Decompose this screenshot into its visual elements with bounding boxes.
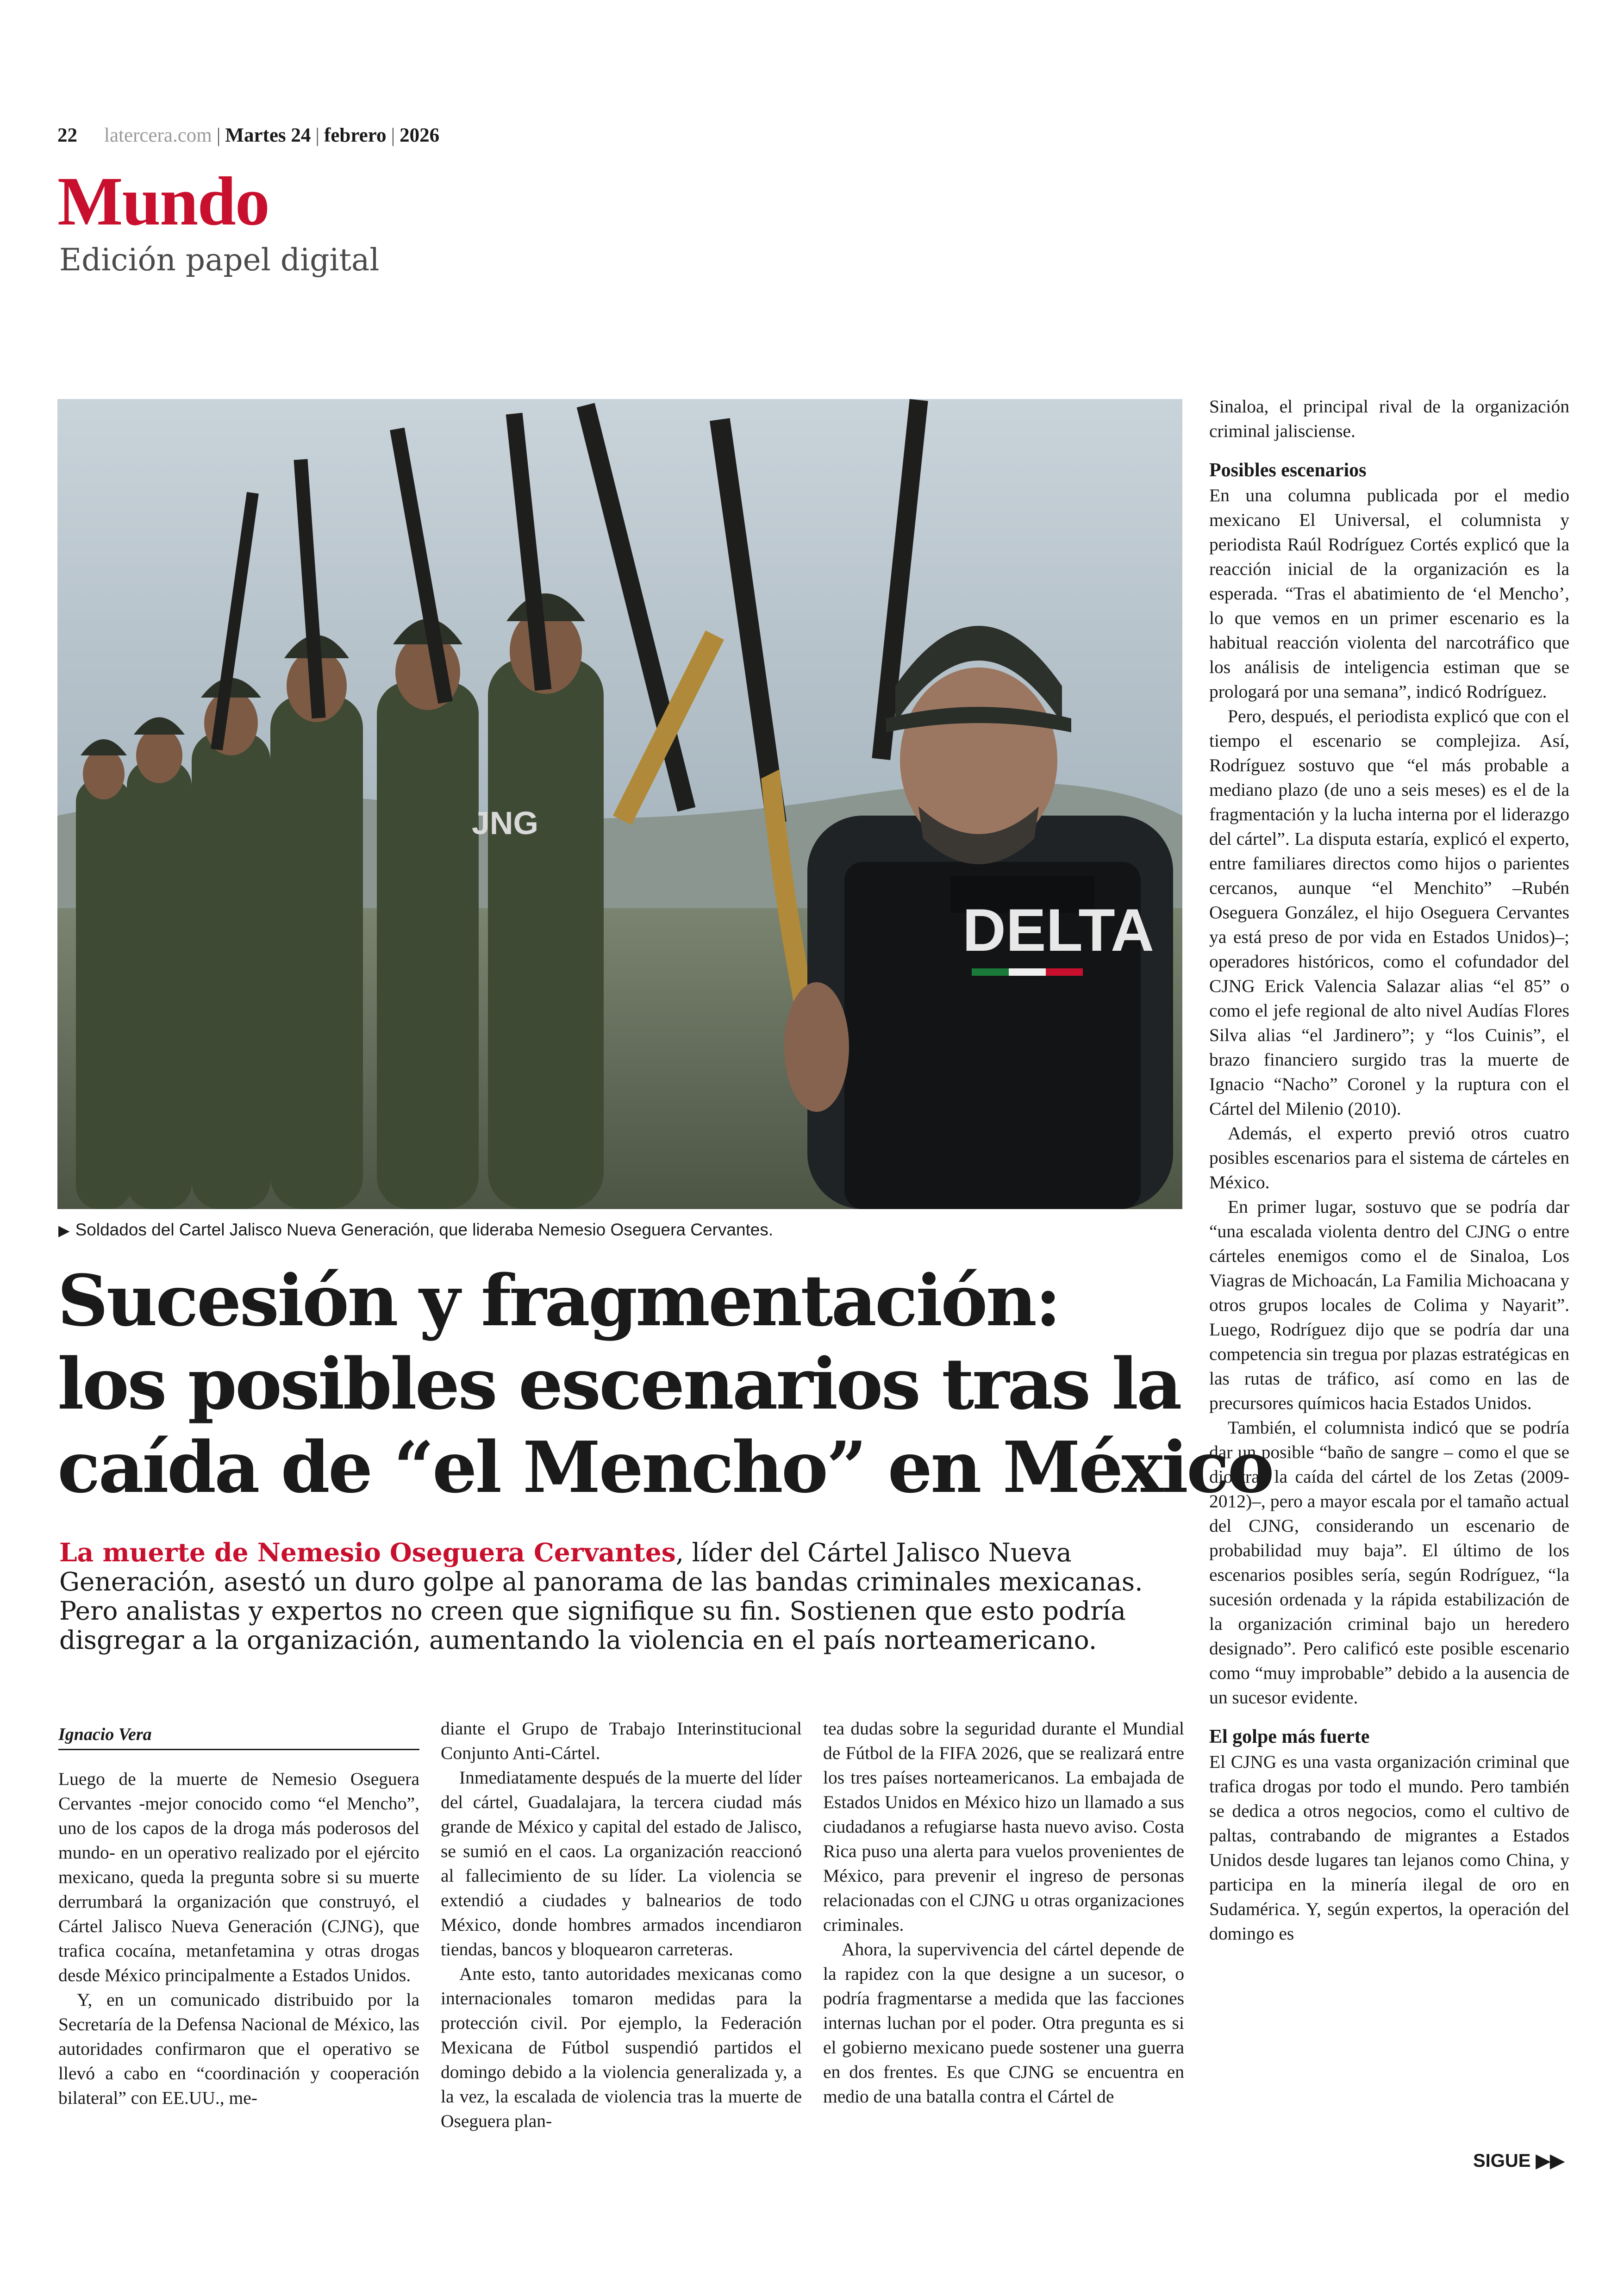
continue-label: SIGUE	[1473, 2151, 1531, 2171]
paragraph: Pero, después, el periodista explicó que con el tiempo el escenario se complejiza. Así, Rodríguez sostuvo que “el más probable a mediano plazo (de uno a seis meses) es el de la fragmentación y la lucha interna por el liderazgo del cártel”. La disputa estaría, explicó el experto, entre familiares directos como hijos o parientes cercanos, aunque “el Menchito” –Rubén Oseguera González, el hijo Oseguera Cervantes ya está preso de por vida en Estados Unidos)–; operadores históricos, como el cofundador del CJNG Erick Valencia Salazar alias “el 85” o como el jefe regional de alto nivel Audías Flores Silva alias “el Jardinero”; y “los Cuinis”, el brazo financiero surgido tras la muerte de Ignacio “Nacho” Coronel y la ruptura con el Cártel del Milenio (2010).	[1209, 706, 1569, 1119]
patch-label: JNG	[472, 805, 538, 841]
folio-separator: |	[216, 125, 221, 146]
article-column-2	[441, 1716, 802, 2133]
lede-highlight: La muerte de Nemesio Oseguera Cervantes	[59, 1537, 676, 1567]
caption-text: Soldados del Cartel Jalisco Nueva Generación, que lideraba Nemesio Oseguera Cervantes.	[75, 1220, 774, 1239]
paragraph: Luego de la muerte de Nemesio Oseguera Cervantes -mejor conocido como “el Mencho”, uno de los capos de la droga más poderosos del mundo- en un operativo realizado por el ejército mexicano, queda la pregunta sobre si su muerte derrumbará la organización que construyó, el Cártel Jalisco Nueva Generación (CJNG), que trafica cocaína, metanfetamina y otras drogas desde México principalmente a Estados Unidos.	[58, 1769, 419, 1985]
article-column-3	[823, 1716, 1184, 2109]
article-headline	[57, 1259, 1273, 1509]
paragraph: diante el Grupo de Trabajo Interinstitucional Conjunto Anti-Cártel.	[441, 1718, 802, 1763]
paragraph: Ahora, la supervivencia del cártel depende de la rapidez con la que designe a un sucesor, o podría fragmentarse a medida que las facciones internas luchan por el poder. Otra pregunta es si el gobierno mexicano puede sostener una guerra en dos frentes. Es que CJNG se encuentra en medio de una batalla contra el Cártel de	[823, 1939, 1184, 2107]
subhead-el-golpe-mas-fuerte: El golpe más fuerte	[1209, 1726, 1370, 1747]
vest-label: DELTA	[962, 896, 1154, 964]
section-title: Mundo	[57, 163, 269, 240]
paragraph: También, el columnista indicó que se podría dar un posible “baño de sangre – como el que se dio tras la caída del cártel de los Zetas (2009-2012)–, pero a mayor escala por el tamaño actual del CJNG, considerando un escenario de probabilidad muy baja”. El último de los escenarios posibles sería, según Rodríguez, “la sucesión ordenada y la rápida estabilización de la organización criminal bajo un heredero designado”. Pero calificó este posible escenario como “muy improbable” debido a la ausencia de un sucesor evidente.	[1209, 1417, 1569, 1708]
edition-label: Edición papel digital	[59, 242, 380, 278]
paragraph: En una columna publicada por el medio mexicano El Universal, el columnista y periodista Raúl Rodríguez Cortés explicó que la reacción inicial de la organización es la esperada. “Tras el abatimiento de ‘el Mencho’, lo que vemos en un primer escenario es la habitual reacción violenta del narcotráfico que los análisis de inteligencia estiman que se prologará por una semana”, indicó Rodríguez.	[1209, 485, 1569, 702]
paragraph: En primer lugar, sostuvo que se podría dar “una escalada violenta dentro del CJNG o entre cárteles enemigos como el de Sinaloa, Los Viagras de Michoacán, La Familia Michoacana y otros grupos locales de Colima y Nayarit”. Luego, Rodríguez dijo que se podría dar una competencia sin tregua por plazas estratégicas en las rutas de tráfico, así como en las de precursores químicos hacia Estados Unidos.	[1209, 1197, 1569, 1413]
folio-month: febrero	[324, 125, 387, 146]
folio-separator: |	[315, 125, 320, 146]
headline-line: los posibles escenarios tras la	[57, 1342, 1181, 1425]
lead-photo	[57, 399, 1182, 1209]
folio-separator: |	[391, 125, 395, 146]
paragraph: Además, el experto previó otros cuatro posibles escenarios para el sistema de cárteles en México.	[1209, 1123, 1569, 1192]
headline-line: caída de “el Mencho” en México	[57, 1426, 1273, 1509]
lead-photo-illustration	[57, 399, 1182, 1209]
paragraph: Sinaloa, el principal rival de la organización criminal jalisciense.	[1209, 396, 1569, 441]
lede-text: , líder del Cártel Jalisco Nueva Generación, asestó un duro golpe al panorama de las bandas criminales mexicanas. Pero analistas y expertos no creen que signifique su fin. Sostienen que esto podría disgregar a la organización, aumentando la violencia en el país norteamericano.	[59, 1538, 1143, 1655]
article-lede	[59, 1538, 1184, 1655]
paragraph: Inmediatamente después de la muerte del líder del cártel, Guadalajara, la tercera ciudad más grande de México y capital del estado de Jalisco, se sumió en el caos. La organización reaccionó al fallecimiento de su líder. La violencia se extendió a ciudades y balnearios de todo México, donde hombres armados incendiaron tiendas, bancos y bloquearon carreteras.	[441, 1767, 802, 1959]
caption-arrow-icon: ▶	[58, 1222, 70, 1239]
paragraph: El CJNG es una vasta organización criminal que trafica drogas por todo el mundo. Pero también se dedica a otros negocios, como el cultivo de paltas, contrabando de migrantes a Estados Unidos desde lugares tan lejanos como China, y participa en la minería ilegal de oro en Sudamérica. Y, según expertos, la operación del domingo es	[1209, 1752, 1569, 1944]
article-column-4	[1209, 394, 1569, 1946]
paragraph: Y, en un comunicado distribuido por la Secretaría de la Defensa Nacional de México, las autoridades confirmaron que el operativo se llevó a cabo en “coordinación y cooperación bilateral” con EE.UU., me-	[58, 1989, 419, 2108]
folio-weekday-day: Martes 24	[225, 125, 311, 146]
double-arrow-icon: ▶▶	[1536, 2151, 1565, 2171]
paragraph: Ante esto, tanto autoridades mexicanas como internacionales tomaron medidas para la protección civil. Por ejemplo, la Federación Mexicana de Fútbol suspendió partidos el domingo debido a la violencia generalizada y, a la vez, la escalada de violencia tras la muerte de Oseguera plan-	[441, 1964, 802, 2131]
continue-marker	[1473, 2148, 1564, 2174]
article-column-1	[58, 1723, 419, 2110]
paragraph: tea dudas sobre la seguridad durante el Mundial de Fútbol de la FIFA 2026, que se realizará entre los tres países norteamericanos. La embajada de Estados Unidos en México hizo un llamado a sus ciudadanos a refugiarse hasta nuevo aviso. Costa Rica puso una alerta para vuelos provenientes de México, para prevenir el ingreso de personas relacionadas con el CJNG u otras organizaciones criminales.	[823, 1718, 1184, 1935]
headline-line: Sucesión y fragmentación:	[57, 1259, 1060, 1342]
photo-caption	[58, 1218, 773, 1242]
byline: Ignacio Vera	[58, 1723, 419, 1750]
subhead-posibles-escenarios: Posibles escenarios	[1209, 460, 1367, 481]
folio-year: 2026	[400, 125, 440, 146]
page-number: 22	[57, 125, 77, 146]
page-folio	[57, 124, 439, 152]
site-name: latercera.com	[104, 125, 212, 146]
